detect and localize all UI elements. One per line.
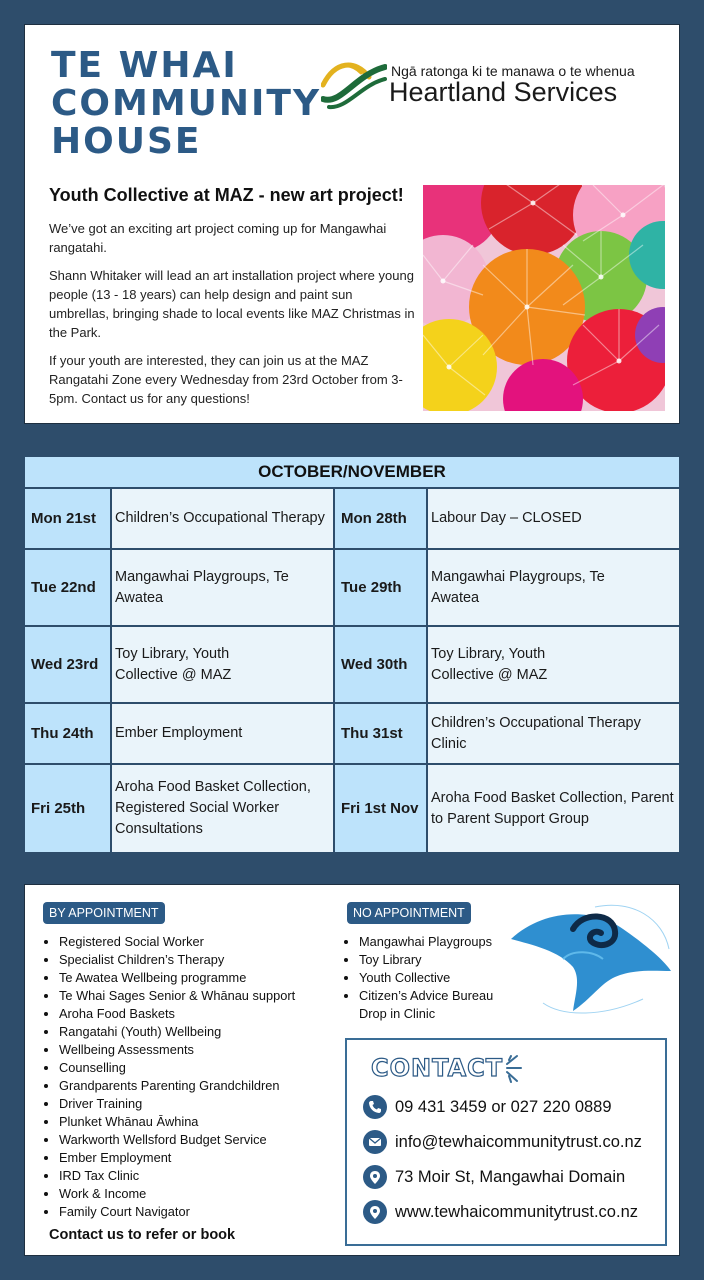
schedule-event (112, 627, 333, 702)
by-appointment-label: BY APPOINTMENT (43, 902, 165, 924)
schedule-event: Labour Day – CLOSED (428, 489, 679, 548)
schedule-event: Children’s Occupational Therapy Clinic (428, 704, 679, 763)
schedule-day: Fri 1st Nov (335, 765, 426, 852)
contact-website[interactable] (363, 1199, 638, 1225)
list-item: Rangatahi (Youth) Wellbeing (41, 1023, 341, 1041)
manta-ray-logo (503, 899, 673, 1019)
schedule-event: Children’s Occupational Therapy (112, 489, 333, 548)
umbrellas-illustration (423, 185, 665, 411)
website-text: www.tewhaicommunitytrust.co.nz (395, 1202, 638, 1221)
list-item: Registered Social Worker (41, 933, 341, 951)
list-item: Aroha Food Baskets (41, 1005, 341, 1023)
event-text: Mangawhai Playgroups, Te Awatea (431, 568, 605, 606)
list-item: Mangawhai Playgroups (341, 933, 511, 951)
by-appointment-list (41, 933, 341, 1221)
location-icon (363, 1165, 387, 1189)
email-icon (363, 1130, 387, 1154)
list-item: Family Court Navigator (41, 1203, 341, 1221)
phone-text: 09 431 3459 or 027 220 0889 (395, 1097, 612, 1116)
heartland-swoosh-logo (321, 55, 387, 111)
schedule-day: Wed 23rd (25, 627, 110, 702)
email-text: info@tewhaicommunitytrust.co.nz (395, 1132, 642, 1151)
contact-box (345, 1038, 667, 1246)
event-text: Toy Library, Youth Collective @ MAZ (115, 645, 232, 683)
burst-icon (503, 1054, 525, 1084)
schedule-table (24, 456, 680, 853)
article-paragraph: If your youth are interested, they can join us at the MAZ Rangatahi Zone every Wednesday from 23rd October from 3- 5pm. Contact us for any questions! (49, 353, 403, 406)
schedule-day: Mon 28th (335, 489, 426, 548)
schedule-day: Thu 31st (335, 704, 426, 763)
article-title: Youth Collective at MAZ - new art project! (49, 185, 404, 205)
no-appointment-list (341, 933, 511, 1023)
partner-tagline: Ngā ratonga ki te manawa o te whenua (391, 63, 635, 79)
title-line: COMMUNITY (51, 83, 322, 124)
list-item: Te Awatea Wellbeing programme (41, 969, 341, 987)
schedule-event: Ember Employment (112, 704, 333, 763)
list-item: Te Whai Sages Senior & Whānau support (41, 987, 341, 1005)
list-item: Specialist Children’s Therapy (41, 951, 341, 969)
list-item: Wellbeing Assessments (41, 1041, 341, 1059)
list-item: Toy Library (341, 951, 511, 969)
page-title (51, 47, 321, 161)
address-text: 73 Moir St, Mangawhai Domain (395, 1167, 626, 1186)
top-panel (24, 24, 680, 424)
event-text: Mangawhai Playgroups, Te Awatea (115, 568, 289, 606)
website-icon (363, 1200, 387, 1224)
schedule-day: Thu 24th (25, 704, 110, 763)
title-line: HOUSE (51, 121, 202, 162)
phone-icon (363, 1095, 387, 1119)
schedule-day: Tue 29th (335, 550, 426, 625)
list-item: Warkworth Wellsford Budget Service (41, 1131, 341, 1149)
schedule-event: Aroha Food Basket Collection, Parent to Parent Support Group (428, 765, 679, 852)
schedule-event (112, 550, 333, 625)
list-item: Youth Collective (341, 969, 511, 987)
article-paragraph: We’ve got an exciting art project coming up for Mangawhai rangatahi. (49, 221, 387, 255)
schedule-event (428, 627, 679, 702)
contact-title: CONTACT (371, 1054, 504, 1082)
partner-name: Heartland Services (389, 77, 618, 107)
contact-phone[interactable] (363, 1094, 612, 1120)
list-item: Grandparents Parenting Grandchildren (41, 1077, 341, 1095)
article-paragraph: Shann Whitaker will lead an art installation project where young people (13 - 18 years) can help design and paint sun umbrellas, bringing shade to local events like MAZ Christmas in the Park. (49, 268, 415, 340)
list-item: Work & Income (41, 1185, 341, 1203)
contact-email[interactable] (363, 1129, 642, 1155)
list-item: Citizen’s Advice Bureau Drop in Clinic (341, 987, 511, 1023)
schedule-day: Wed 30th (335, 627, 426, 702)
list-item: Counselling (41, 1059, 341, 1077)
list-item: Plunket Whānau Āwhina (41, 1113, 341, 1131)
schedule-day: Tue 22nd (25, 550, 110, 625)
article-body (49, 219, 415, 417)
refer-note: Contact us to refer or book (49, 1227, 236, 1243)
schedule-day: Fri 25th (25, 765, 110, 852)
event-text: Toy Library, Youth Collective @ MAZ (431, 645, 548, 683)
contact-address[interactable] (363, 1164, 625, 1190)
list-item: IRD Tax Clinic (41, 1167, 341, 1185)
schedule-day: Mon 21st (25, 489, 110, 548)
schedule-title: OCTOBER/NOVEMBER (25, 457, 679, 487)
list-item: Driver Training (41, 1095, 341, 1113)
schedule-event (428, 550, 679, 625)
list-item: Ember Employment (41, 1149, 341, 1167)
umbrellas-photo (423, 185, 665, 411)
schedule-event: Aroha Food Basket Collection, Registered Social Worker Consultations (112, 765, 333, 852)
no-appointment-label: NO APPOINTMENT (347, 902, 471, 924)
heartland-logo (321, 55, 661, 115)
title-line: TE WHAI (51, 45, 238, 86)
services-panel (24, 884, 680, 1256)
